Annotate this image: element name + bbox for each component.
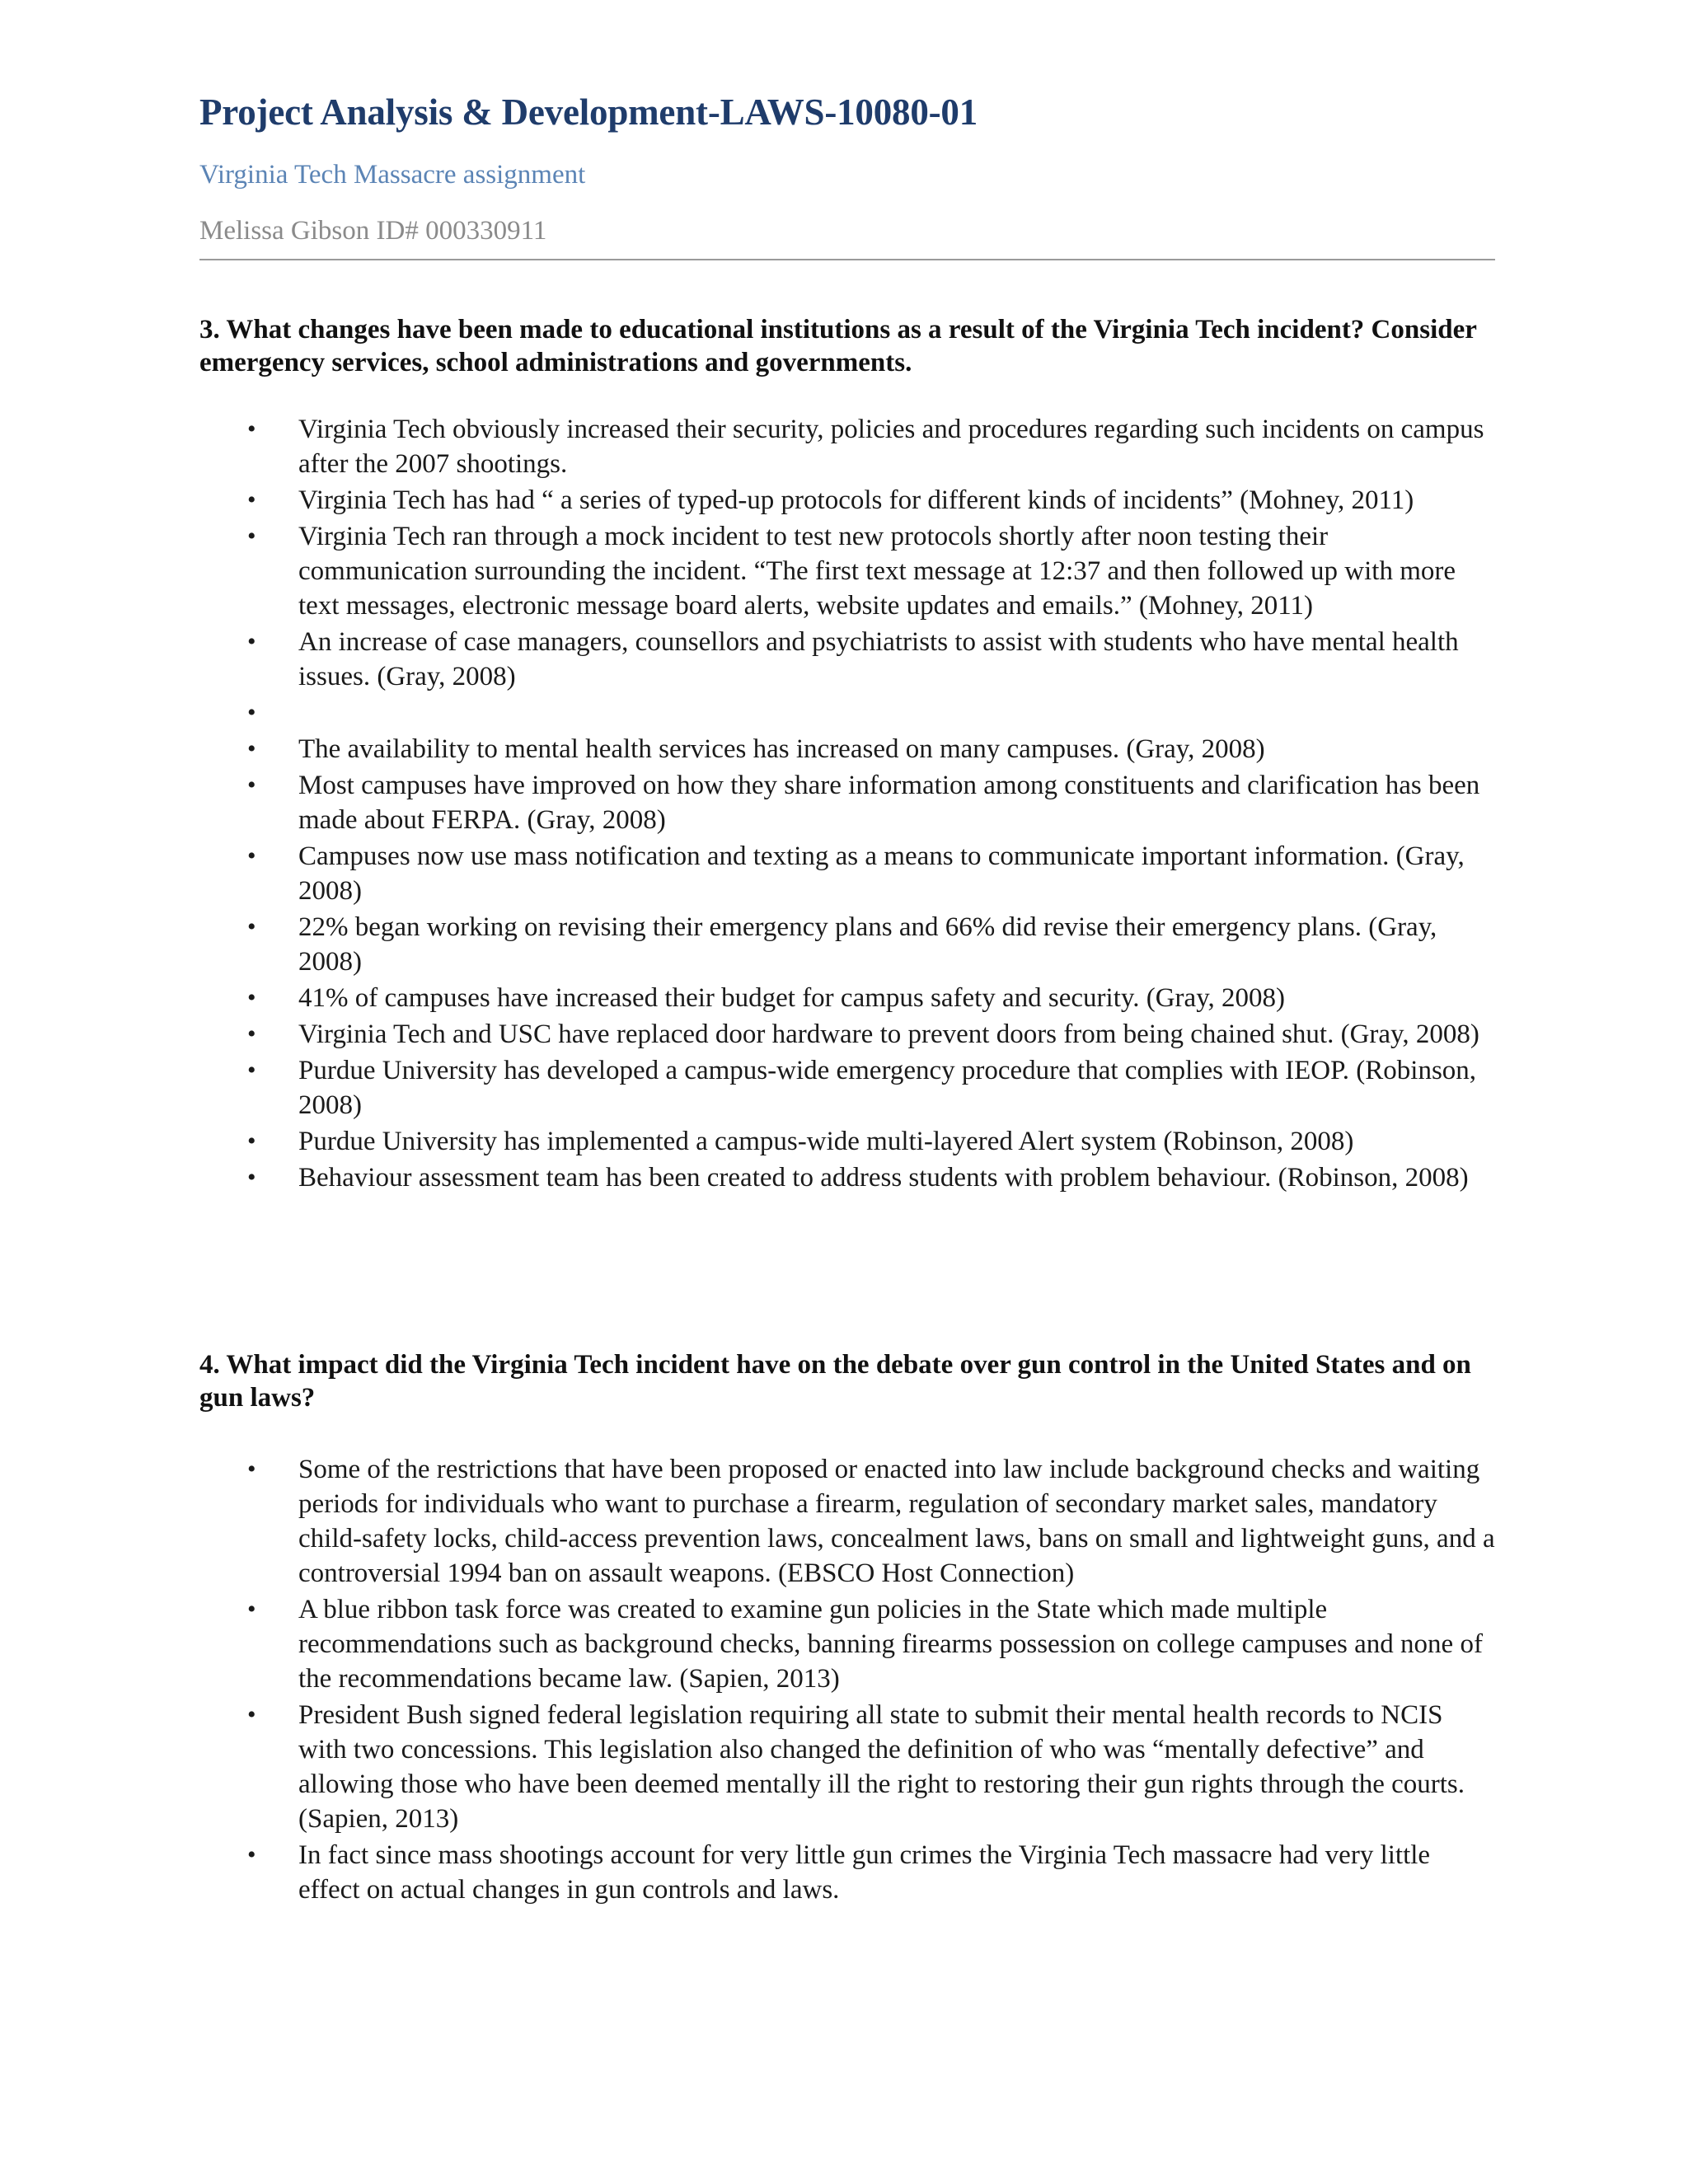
list-item: [199, 732, 1495, 766]
bullet-icon: •: [247, 1127, 256, 1155]
list-item-text: President Bush signed federal legislation requiring all state to submit their mental health records to NCIS with two concessions. This legislation also changed the definition of who was “mentally defective” and allowing those who have been deemed mentally ill the right to restoring their gun rights through the courts. (Sapien, 2013): [298, 1700, 1465, 1834]
document-subtitle: Virginia Tech Massacre assignment: [199, 160, 586, 190]
bullet-icon: •: [247, 1701, 256, 1728]
list-item: [199, 483, 1495, 518]
list-item-empty: [199, 696, 1495, 730]
list-item-text: An increase of case managers, counsellors and psychiatrists to assist with students who have mental health issues. (Gray, 2008): [298, 627, 1459, 691]
bullet-icon: •: [247, 913, 256, 940]
list-item-text: Virginia Tech and USC have replaced door hardware to prevent doors from being chained shut. (Gray, 2008): [298, 1019, 1479, 1049]
list-item: [199, 1592, 1495, 1696]
bullet-icon: •: [247, 699, 256, 726]
list-item-text: Purdue University has developed a campus-wide emergency procedure that complies with IEOP. (Robinson, 2008): [298, 1056, 1477, 1120]
list-item: [199, 910, 1495, 979]
list-item-text: Virginia Tech ran through a mock incident to test new protocols shortly after noon testing their communication surrounding the incident. “The first text message at 12:37 and then followed up with more text messages, electronic message board alerts, website updates and emails.” (Mohney, 2011): [298, 522, 1456, 621]
bullet-icon: •: [247, 735, 256, 762]
list-item-text: A blue ribbon task force was created to examine gun policies in the State which made multiple recommendations such as background checks, banning firearms possession on college campuses and none of the recommendations became law. (Sapien, 2013): [298, 1595, 1483, 1694]
list-item: [199, 412, 1495, 481]
bullet-icon: •: [247, 1164, 256, 1191]
list-item: [199, 1698, 1495, 1836]
list-item-text: Most campuses have improved on how they share information among constituents and clarification has been made about FERPA. (Gray, 2008): [298, 771, 1480, 835]
list-item-text: The availability to mental health services has increased on many campuses. (Gray, 2008): [298, 734, 1265, 764]
document-title: Project Analysis & Development-LAWS-10080-01: [199, 91, 978, 133]
list-item-text: Campuses now use mass notification and texting as a means to communicate important information. (Gray, 2008): [298, 841, 1465, 906]
list-item-text: 22% began working on revising their emergency plans and 66% did revise their emergency plans. (Gray, 2008): [298, 912, 1437, 977]
bullet-icon: •: [247, 523, 256, 550]
bullet-icon: •: [247, 486, 256, 513]
bullet-icon: •: [247, 1020, 256, 1047]
list-item-text: Virginia Tech has had “ a series of typed-up protocols for different kinds of incidents” (Mohney, 2011): [298, 485, 1414, 515]
list-item: [199, 1160, 1495, 1195]
bullet-icon: •: [247, 1455, 256, 1483]
bullet-icon: •: [247, 842, 256, 869]
bullet-icon: •: [247, 984, 256, 1011]
list-item-text: Some of the restrictions that have been proposed or enacted into law include background checks and waiting periods for individuals who want to purchase a firearm, regulation of secondary market sales, mandatory child-safety locks, child-access prevention laws, concealment laws, bans on small and lightweight guns, and a controversial 1994 ban on assault weapons. (EBSCO Host Connection): [298, 1455, 1495, 1588]
list-item: [199, 1452, 1495, 1591]
bullet-icon: •: [247, 628, 256, 655]
list-item-text: 41% of campuses have increased their budget for campus safety and security. (Gray, 2008): [298, 983, 1286, 1013]
question-3-heading: 3. What changes have been made to educational institutions as a result of the Virginia Tech incident? Consider emergency services, school administrations and governments.: [199, 315, 1477, 377]
list-item: [199, 981, 1495, 1015]
list-item-text: Virginia Tech obviously increased their security, policies and procedures regarding such incidents on campus after the 2007 shootings.: [298, 415, 1484, 479]
question-4-heading: 4. What impact did the Virginia Tech incident have on the debate over gun control in the United States and on gun laws?: [199, 1350, 1471, 1413]
bullet-icon: •: [247, 771, 256, 799]
bullet-icon: •: [247, 1596, 256, 1623]
list-item: [199, 768, 1495, 837]
list-item-text: Purdue University has implemented a campus-wide multi-layered Alert system (Robinson, 2008): [298, 1127, 1354, 1156]
list-item-text: In fact since mass shootings account for very little gun crimes the Virginia Tech massacre had very little effect on actual changes in gun controls and laws.: [298, 1840, 1431, 1905]
document-author: Melissa Gibson ID# 000330911: [199, 216, 547, 246]
bullet-icon: •: [247, 415, 256, 443]
bullet-icon: •: [247, 1057, 256, 1084]
list-item: [199, 1053, 1495, 1122]
list-item: [199, 1124, 1495, 1159]
list-item: [199, 625, 1495, 694]
question-4-answer-list: [199, 1452, 1495, 1909]
question-3-answer-list: [199, 412, 1495, 1197]
list-item: [199, 839, 1495, 908]
bullet-icon: •: [247, 1841, 256, 1868]
header-divider: [199, 259, 1495, 260]
list-item: [199, 1838, 1495, 1907]
list-item: [199, 1017, 1495, 1052]
list-item-text: Behaviour assessment team has been created to address students with problem behaviour. (Robinson, 2008): [298, 1163, 1469, 1193]
list-item: [199, 519, 1495, 623]
